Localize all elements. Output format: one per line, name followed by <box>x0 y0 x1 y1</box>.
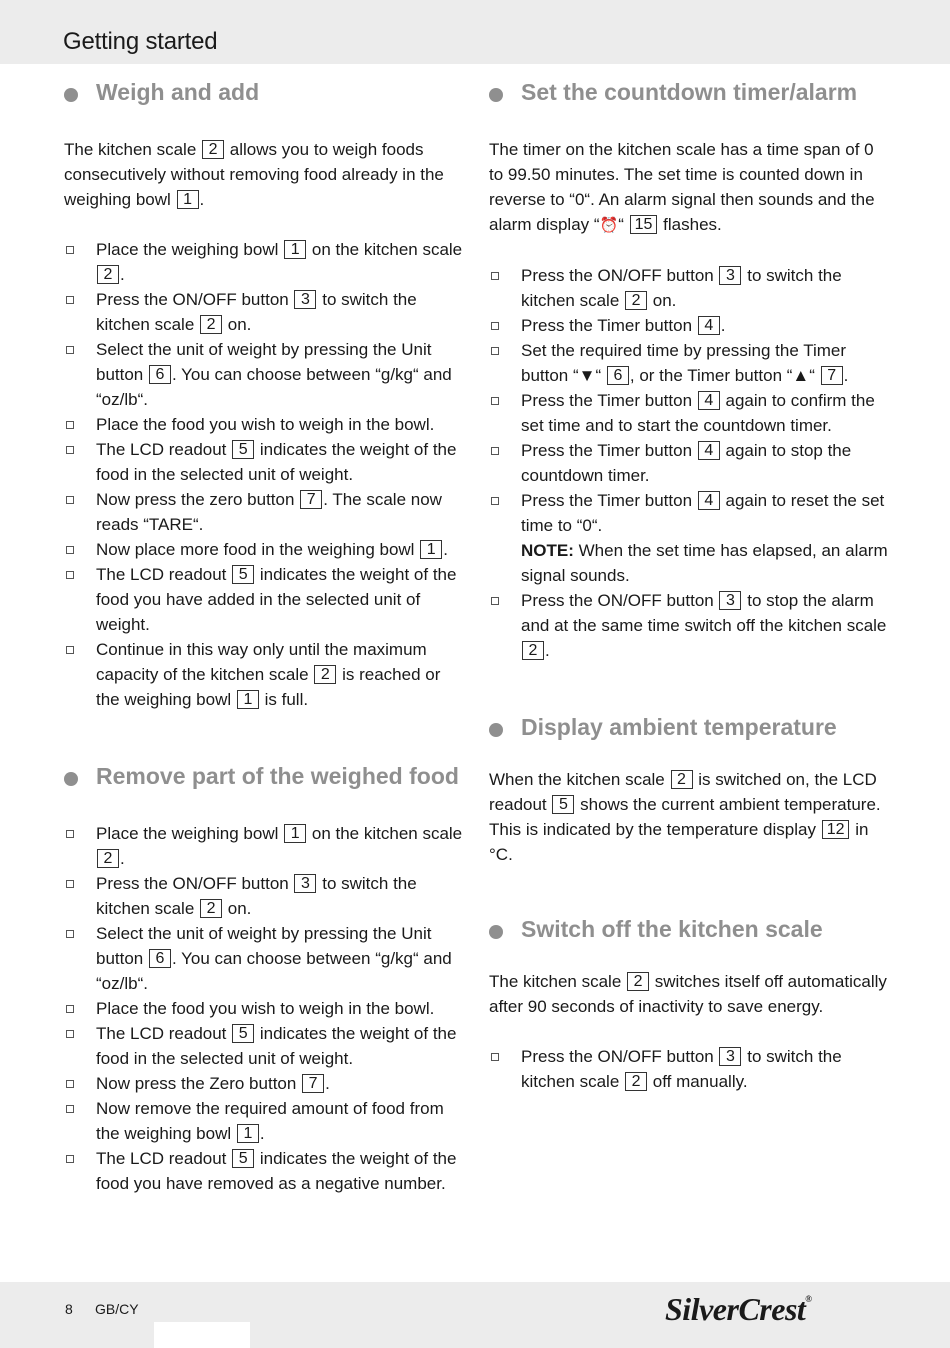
checkbox-square-icon <box>491 447 499 455</box>
checkbox-square-icon <box>66 496 74 504</box>
heading-switch-off: Switch off the kitchen scale <box>489 917 889 942</box>
list-item: Select the unit of weight by pressing the Unit button 6 . You can choose between “g/kg“ and “oz/lb“. <box>64 921 464 996</box>
checkbox-square-icon <box>491 497 499 505</box>
list-item: Press the Timer button 4 again to stop the countdown timer. <box>489 438 889 488</box>
list-item: Place the food you wish to weigh in the bowl. <box>64 412 464 437</box>
checkbox-square-icon <box>66 1105 74 1113</box>
list-item: Place the food you wish to weigh in the bowl. <box>64 996 464 1021</box>
footer-tab <box>154 1322 250 1348</box>
steps-remove-part <box>64 821 464 1196</box>
checkbox-square-icon <box>66 571 74 579</box>
list-item: Select the unit of weight by pressing the Unit button 6 . You can choose between “g/kg“ and “oz/lb“. <box>64 337 464 412</box>
bullet-dot-icon <box>64 772 78 786</box>
checkbox-square-icon <box>66 646 74 654</box>
heading-remove-part: Remove part of the weighed food <box>64 764 464 789</box>
checkbox-square-icon <box>491 397 499 405</box>
bullet-dot-icon <box>489 925 503 939</box>
checkbox-square-icon <box>66 246 74 254</box>
checkbox-square-icon <box>66 1030 74 1038</box>
list-item: Press the ON/OFF button 3 to switch the kitchen scale 2 on. <box>64 287 464 337</box>
checkbox-square-icon <box>66 446 74 454</box>
brand-logo: SilverCrest® <box>665 1291 812 1327</box>
heading-weigh-and-add: Weigh and add <box>64 80 464 105</box>
intro-switch-off: The kitchen scale 2 switches itself off automatically after 90 seconds of inactivity to save energy. <box>489 972 887 1016</box>
checkbox-square-icon <box>66 421 74 429</box>
checkbox-square-icon <box>491 1053 499 1061</box>
checkbox-square-icon <box>66 930 74 938</box>
checkbox-square-icon <box>491 322 499 330</box>
list-item: The LCD readout 5 indicates the weight of the food you have removed as a negative number. <box>64 1146 464 1196</box>
list-item: Press the ON/OFF button 3 to stop the alarm and at the same time switch off the kitchen scale 2 . <box>489 588 889 663</box>
list-item: Set the required time by pressing the Timer button “▼“ 6 , or the Timer button “▲“ 7 . <box>489 338 889 388</box>
list-item: The LCD readout 5 indicates the weight of the food in the selected unit of weight. <box>64 1021 464 1071</box>
list-item: Place the weighing bowl 1 on the kitchen scale 2 . <box>64 237 464 287</box>
list-item: Press the Timer button 4 again to reset the set time to “0“. <box>489 488 889 538</box>
checkbox-square-icon <box>66 830 74 838</box>
checkbox-square-icon <box>66 880 74 888</box>
list-item: Press the ON/OFF button 3 to switch the kitchen scale 2 on. <box>64 871 464 921</box>
list-item: Continue in this way only until the maximum capacity of the kitchen scale 2 is reached or the weighing bowl 1 is full. <box>64 637 464 712</box>
checkbox-square-icon <box>66 1005 74 1013</box>
list-item: Press the ON/OFF button 3 to switch the kitchen scale 2 off manually. <box>489 1044 889 1094</box>
bullet-dot-icon <box>489 723 503 737</box>
list-item: Now place more food in the weighing bowl 1 . <box>64 537 464 562</box>
checkbox-square-icon <box>491 347 499 355</box>
list-item: Press the Timer button 4 . <box>489 313 889 338</box>
left-column <box>64 80 464 1196</box>
right-column <box>489 80 889 1094</box>
checkbox-square-icon <box>66 296 74 304</box>
list-item: Now press the zero button 7 . The scale now reads “TARE“. <box>64 487 464 537</box>
list-item: Now remove the required amount of food from the weighing bowl 1 . <box>64 1096 464 1146</box>
language-code: GB/CY <box>95 1301 139 1317</box>
steps-weigh-and-add <box>64 237 464 712</box>
intro-ambient-temperature: When the kitchen scale 2 is switched on, the LCD readout 5 shows the current ambient temperature. This is indicated by the temperature display 12 in °C. <box>489 770 881 864</box>
intro-countdown-timer: The timer on the kitchen scale has a time span of 0 to 99.50 minutes. The set time is counted down in reverse to “0“. An alarm signal then sounds and the alarm display “⏰“ 15 flashes. <box>489 137 889 238</box>
steps-countdown-timer <box>489 263 889 663</box>
steps-switch-off <box>489 1044 889 1094</box>
list-item: Press the Timer button 4 again to confirm the set time and to start the countdown timer. <box>489 388 889 438</box>
triangle-up-icon: ▲ <box>792 366 810 385</box>
list-item: Press the ON/OFF button 3 to switch the kitchen scale 2 on. <box>489 263 889 313</box>
checkbox-square-icon <box>66 1080 74 1088</box>
bullet-dot-icon <box>489 88 503 102</box>
alarm-bell-icon: ⏰ <box>599 217 619 234</box>
list-item: Place the weighing bowl 1 on the kitchen scale 2 . <box>64 821 464 871</box>
page-title: Getting started <box>63 28 218 55</box>
list-item: Now press the Zero button 7 . <box>64 1071 464 1096</box>
page-number: 8 <box>65 1301 73 1317</box>
checkbox-square-icon <box>66 546 74 554</box>
checkbox-square-icon <box>491 597 499 605</box>
list-item: The LCD readout 5 indicates the weight of the food you have added in the selected unit of weight. <box>64 562 464 637</box>
intro-weigh-and-add: The kitchen scale 2 allows you to weigh foods consecutively without removing food already in the weighing bowl 1 . <box>64 140 444 209</box>
note-text: NOTE: When the set time has elapsed, an alarm signal sounds. <box>521 541 888 585</box>
checkbox-square-icon <box>66 346 74 354</box>
heading-countdown-timer: Set the countdown timer/alarm <box>489 80 889 105</box>
list-item: The LCD readout 5 indicates the weight of the food in the selected unit of weight. <box>64 437 464 487</box>
bullet-dot-icon <box>64 88 78 102</box>
triangle-down-icon: ▼ <box>578 366 596 385</box>
heading-ambient-temperature: Display ambient temperature <box>489 715 889 740</box>
checkbox-square-icon <box>66 1155 74 1163</box>
checkbox-square-icon <box>491 272 499 280</box>
